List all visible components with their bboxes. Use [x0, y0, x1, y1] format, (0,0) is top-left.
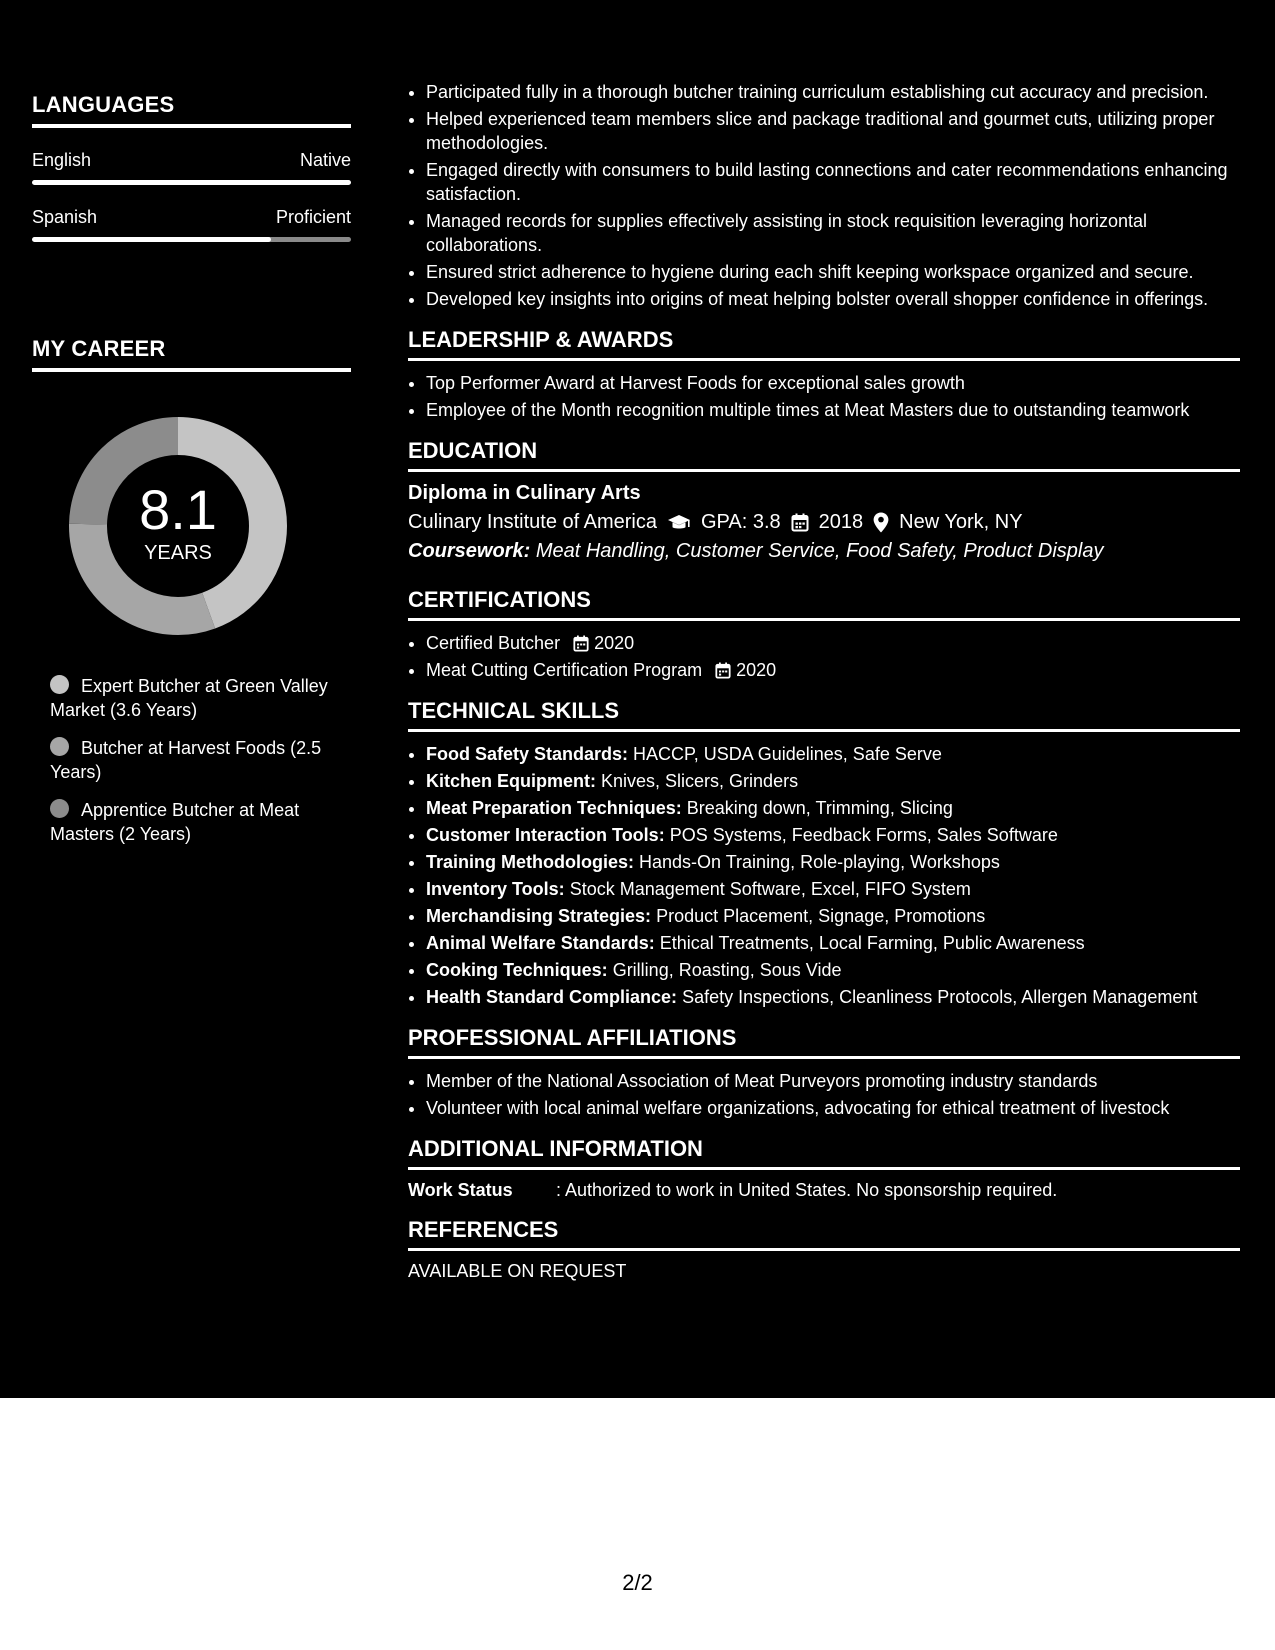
- language-item-english: [32, 150, 351, 185]
- references-text: AVAILABLE ON REQUEST: [408, 1261, 627, 1281]
- education-year: 2018: [818, 511, 864, 533]
- language-level: Proficient: [275, 207, 351, 227]
- experience-bullet: • Developed key insights into origins of meat helping bolster overall shopper confidence in offerings.: [426, 287, 1240, 311]
- work-status-value: : Authorized to work in United States. No sponsorship required.: [556, 1180, 1058, 1200]
- experience-bullet: • Engaged directly with consumers to build lasting connections and cater recommendations enhancing satisfaction.: [426, 158, 1240, 206]
- graduation-cap-icon: [667, 514, 691, 532]
- calendar-icon: [715, 662, 731, 679]
- coursework-text: Meat Handling, Customer Service, Food Safety, Product Display: [535, 540, 1104, 562]
- language-name: Spanish: [32, 207, 98, 227]
- language-item-spanish: [32, 207, 351, 242]
- languages-title: LANGUAGES: [32, 92, 351, 128]
- language-bar-fill: [32, 237, 271, 242]
- skill-item: • Customer Interaction Tools: POS Systems, Feedback Forms, Sales Software: [426, 823, 1240, 847]
- skill-item: • Food Safety Standards: HACCP, USDA Guidelines, Safe Serve: [426, 742, 1240, 766]
- leadership-list: [408, 371, 1240, 422]
- skill-item: • Animal Welfare Standards: Ethical Treatments, Local Farming, Public Awareness: [426, 931, 1240, 955]
- legend-dot-icon: [50, 799, 69, 818]
- legend-dot-icon: [50, 675, 69, 694]
- language-bar: [32, 180, 351, 185]
- education-coursework: [408, 540, 1240, 563]
- language-bar: [32, 237, 351, 242]
- calendar-icon: [573, 635, 589, 652]
- leadership-item: • Top Performer Award at Harvest Foods for exceptional sales growth: [426, 371, 1240, 395]
- affiliations-title: PROFESSIONAL AFFILIATIONS: [408, 1025, 1240, 1059]
- experience-bullets: [408, 80, 1240, 311]
- language-name: English: [32, 150, 92, 170]
- leadership-title: LEADERSHIP & AWARDS: [408, 327, 1240, 361]
- leadership-item: • Employee of the Month recognition multiple times at Meat Masters due to outstanding teamwork: [426, 398, 1240, 422]
- additional-info-title: ADDITIONAL INFORMATION: [408, 1136, 1240, 1170]
- experience-bullet: • Ensured strict adherence to hygiene during each shift keeping workspace organized and secure.: [426, 260, 1240, 284]
- skills-list: [408, 742, 1240, 1009]
- affiliation-item: • Volunteer with local animal welfare organizations, advocating for ethical treatment of livestock: [426, 1096, 1240, 1120]
- references-title: REFERENCES: [408, 1217, 1240, 1251]
- career-total-unit: YEARS: [144, 541, 212, 564]
- legend-dot-icon: [50, 737, 69, 756]
- education-location: New York, NY: [899, 511, 1023, 533]
- career-legend-item: Expert Butcher at Green Valley Market (3.6 Years): [50, 676, 328, 720]
- work-status-label: Work Status: [408, 1180, 513, 1200]
- language-level: Native: [299, 150, 351, 170]
- certifications-title: CERTIFICATIONS: [408, 587, 1240, 621]
- education-degree: Diploma in Culinary Arts: [408, 482, 641, 504]
- skill-item: • Merchandising Strategies: Product Placement, Signage, Promotions: [426, 904, 1240, 928]
- skill-item: • Cooking Techniques: Grilling, Roasting, Sous Vide: [426, 958, 1240, 982]
- skill-item: • Kitchen Equipment: Knives, Slicers, Grinders: [426, 769, 1240, 793]
- skill-item: • Meat Preparation Techniques: Breaking down, Trimming, Slicing: [426, 796, 1240, 820]
- education-details: [408, 511, 1240, 534]
- education-gpa: GPA: 3.8: [701, 511, 781, 533]
- career-total-value: 8.1: [139, 477, 217, 541]
- coursework-label: Coursework:: [408, 540, 531, 562]
- map-pin-icon: [873, 512, 889, 533]
- language-bar-fill: [32, 180, 351, 185]
- education-title: EDUCATION: [408, 438, 1240, 472]
- career-title: MY CAREER: [32, 336, 351, 372]
- experience-bullet: • Helped experienced team members slice and package traditional and gourmet cuts, utilizing proper methodologies.: [426, 107, 1240, 155]
- education-school: Culinary Institute of America: [408, 511, 657, 533]
- skill-item: • Inventory Tools: Stock Management Software, Excel, FIFO System: [426, 877, 1240, 901]
- certification-item: • Meat Cutting Certification Program 2020: [426, 658, 1240, 682]
- work-status-row: [408, 1180, 1240, 1201]
- right-column: [408, 80, 1240, 1282]
- experience-bullet: • Participated fully in a thorough butcher training curriculum establishing cut accuracy and precision.: [426, 80, 1240, 104]
- skill-item: • Health Standard Compliance: Safety Inspections, Cleanliness Protocols, Allergen Management: [426, 985, 1240, 1009]
- certifications-list: [408, 631, 1240, 682]
- career-legend: [50, 674, 340, 860]
- page-number: 2/2: [622, 1570, 653, 1595]
- career-legend-item: Butcher at Harvest Foods (2.5 Years): [50, 738, 322, 782]
- affiliation-item: • Member of the National Association of Meat Purveyors promoting industry standards: [426, 1069, 1240, 1093]
- career-donut-chart: [66, 414, 290, 638]
- calendar-icon: [791, 513, 809, 532]
- skill-item: • Training Methodologies: Hands-On Training, Role-playing, Workshops: [426, 850, 1240, 874]
- career-legend-item: Apprentice Butcher at Meat Masters (2 Years): [50, 800, 300, 844]
- left-column: [32, 92, 351, 844]
- affiliations-list: [408, 1069, 1240, 1120]
- skills-title: TECHNICAL SKILLS: [408, 698, 1240, 732]
- experience-bullet: • Managed records for supplies effectively assisting in stock requisition leveraging horizontal collaborations.: [426, 209, 1240, 257]
- certification-item: • Certified Butcher 2020: [426, 631, 1240, 655]
